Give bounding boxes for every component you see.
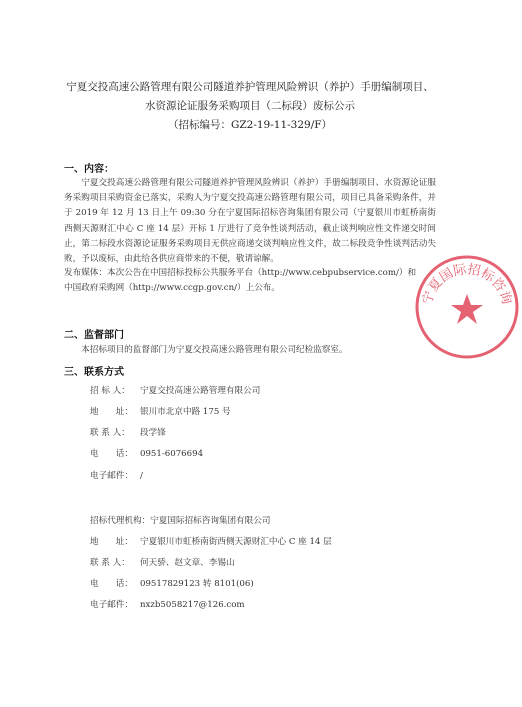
agent-contact: 何天骄、赵文章、李锡山: [140, 558, 235, 568]
tenderer-address: 银川市北京中路 175 号: [140, 407, 231, 417]
tenderer-address-label: 地 址：: [90, 407, 133, 417]
agent-phone-row: [90, 578, 254, 590]
agent-address: 宁夏银川市虹桥南街西侧天源财汇中心 C 座 14 层: [140, 537, 332, 547]
tenderer-name: 宁夏交投高速公路管理有限公司: [140, 386, 261, 396]
section-content-heading: 一、内容：: [64, 164, 114, 175]
publish-media-line-1: 发布媒体：本次公告在中国招标投标公共服务平台（http://www.cebpubservice.com/）和: [64, 268, 417, 278]
section-supervision-body: 本招标项目的监督部门为宁夏交投高速公路管理有限公司纪检监察室。: [81, 345, 348, 355]
agent-contact-label: 联 系 人：: [90, 558, 130, 568]
agent-email-row: [90, 599, 245, 611]
agent-address-label: 地 址：: [90, 537, 133, 547]
section-supervision-heading: 二、监督部门: [64, 330, 124, 341]
tenderer-contact-row: [90, 427, 166, 439]
notice-title-line-1: 宁夏交投高速公路管理有限公司隧道养护管理风险辨识（养护）手册编制项目、: [66, 81, 434, 93]
publish-media-line-2: 中国政府采购网（http://www.ccgp.gov.cn/）上公布。: [64, 283, 280, 293]
official-seal: [412, 252, 522, 362]
tenderer-phone-row: [90, 448, 203, 460]
seal-lettering: 宁夏国际招标咨询: [420, 262, 514, 307]
tenderer-email: /: [140, 471, 143, 481]
tenderer-name-row: [90, 385, 260, 397]
tenderer-contact-label: 联 系 人：: [90, 428, 130, 438]
tenderer-contact: 段学锋: [140, 428, 166, 438]
agent-name: 宁夏国际招标咨询集团有限公司: [150, 516, 271, 526]
agent-phone: 09517829123 转 8101(06): [140, 579, 254, 589]
agent-address-row: [90, 536, 332, 548]
notice-tender-number: （招标编号：GZ2-19-11-329/F）: [167, 119, 333, 131]
tenderer-address-row: [90, 406, 231, 418]
agent-phone-label: 电 话：: [90, 579, 133, 589]
tenderer-email-label: 电子邮件：: [90, 471, 133, 481]
agent-contact-row: [90, 557, 235, 569]
section-content-body: 宁夏交投高速公路管理有限公司隧道养护管理风险辨识（养护）手册编制项目、水资源论证服务采购项目采购资金已落实，采购人为宁夏交投高速公路管理有限公司，项目已具备采购条件，并于 2019 年 12 月 13 日上午 09:30 分在宁夏国际招标咨询集团有限公司（宁夏银川市虹桥南街西侧天源财汇中心 C 座 14 层）开标 1 厅进行了竞争性谈判活动，截止谈判响应性文件递交时间止，第二标段水资源论证服务采购项目无供应商递交谈判响应性文件，故二标段竞争性谈判活动失败，予以废标，由此给各供应商带来的不便，敬请谅解。: [64, 178, 436, 265]
section-contact-heading: 三、联系方式: [64, 367, 124, 378]
agent-name-label: 招标代理机构：: [90, 516, 151, 526]
tenderer-phone: 0951-6076694: [140, 449, 204, 459]
agent-name-row: [90, 515, 271, 527]
seal-star-icon: [451, 294, 483, 324]
tenderer-name-label: 招 标 人：: [90, 386, 130, 396]
notice-title-line-2: 水资源论证服务采购项目（二标段）废标公示: [145, 100, 355, 112]
agent-email-label: 电子邮件：: [90, 600, 133, 610]
tenderer-email-row: [90, 470, 143, 482]
tenderer-phone-label: 电 话：: [90, 449, 133, 459]
agent-email: nxzb5058217@126.com: [140, 600, 245, 610]
